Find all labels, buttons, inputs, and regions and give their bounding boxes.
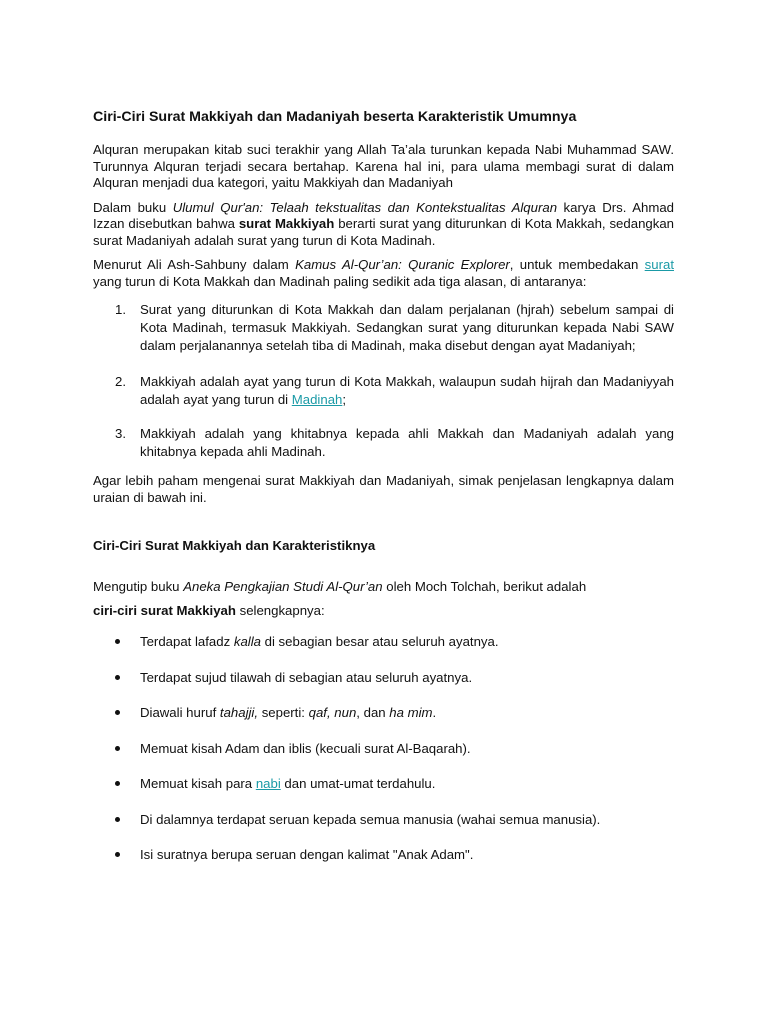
text-fragment: ;: [342, 391, 347, 407]
bullet-icon: [115, 639, 120, 644]
text-fragment: Mengutip buku: [93, 579, 184, 595]
list-item-text: Makkiyah adalah yang khitabnya kepada ahli Makkah dan Madaniyah adalah yang khitabnya kepada ahli Madinah.: [140, 426, 674, 460]
text-fragment: Isi suratnya berupa seruan dengan kalimat "Anak Adam".: [140, 847, 474, 863]
list-item-text: Makkiyah adalah ayat yang turun di Kota Makkah, walaupun sudah hijrah dan Madaniyyah adalah ayat yang turun di: [140, 373, 674, 407]
text-fragment: Diawali huruf: [140, 705, 220, 721]
text-fragment: selengkapnya:: [235, 603, 325, 619]
link-nabi[interactable]: nabi: [255, 776, 281, 792]
list-number: 2.: [115, 373, 126, 389]
list-item: [93, 704, 674, 722]
paragraph-characteristics-intro: [93, 602, 674, 620]
bold-term: surat Makkiyah: [238, 216, 335, 231]
book-title: Aneka Pengkajian Studi Al-Qur’an: [183, 579, 383, 595]
text-fragment: , untuk membedakan: [509, 257, 645, 272]
link-madinah[interactable]: Madinah: [291, 391, 343, 407]
bullet-icon: [115, 817, 120, 822]
bullet-icon: [115, 852, 120, 857]
bullet-icon: [115, 746, 120, 751]
text-fragment: seperti:: [258, 705, 309, 721]
text-fragment: Terdapat lafadz: [140, 634, 234, 650]
list-item: [93, 669, 674, 687]
list-number: 1.: [115, 302, 126, 317]
text-fragment: karya Drs. Ahmad Izzan disebutkan bahwa: [93, 199, 674, 231]
text-fragment: oleh Moch Tolchah, berikut adalah: [382, 579, 587, 595]
list-number: 3.: [115, 426, 126, 442]
text-fragment: berarti surat yang diturunkan di Kota Makkah, sedangkan surat Madaniyah adalah surat yang turun di Kota Madinah.: [93, 216, 674, 248]
bold-term: ciri-ciri surat Makkiyah: [93, 603, 236, 619]
bullet-icon: [115, 675, 120, 680]
text-fragment: Menurut Ali Ash-Sahbuny dalam: [93, 257, 296, 272]
text-fragment: Memuat kisah Adam dan iblis (kecuali surat Al-Baqarah).: [140, 740, 471, 756]
text-fragment: Dalam buku: [93, 199, 173, 215]
characteristics-list: [93, 633, 674, 864]
list-item: [93, 740, 674, 758]
bullet-icon: [115, 781, 120, 786]
book-title: Kamus Al-Qur’an: Quranic Explorer: [295, 257, 510, 272]
text-fragment: Di dalamnya terdapat seruan kepada semua manusia (wahai semua manusia).: [140, 811, 601, 827]
page-title: Ciri-Ciri Surat Makkiyah dan Madaniyah beserta Karakteristik Umumnya: [93, 109, 577, 125]
list-item: [93, 775, 674, 793]
text-fragment: yang turun di Kota Makkah dan Madinah paling sedikit ada tiga alasan, di antaranya:: [93, 273, 587, 289]
paragraph-book-reference: [93, 200, 674, 250]
text-fragment: dan umat-umat terdahulu.: [280, 776, 436, 792]
link-surat[interactable]: surat: [644, 257, 674, 272]
italic-term: tahajji,: [219, 705, 259, 721]
intro-paragraph: Alquran merupakan kitab suci terakhir yang Allah Ta’ala turunkan kepada Nabi Muhammad SAW. Turunnya Alquran terjadi secara bertahap. Karena hal ini, para ulama membagi surat di dalam Alquran menjadi dua kategori, yaitu Makkiyah dan Madaniyah: [93, 142, 674, 190]
list-item: [93, 846, 674, 864]
list-item-text: Surat yang diturunkan di Kota Makkah dan dalam perjalanan (hjrah) sebelum sampai di Kota Madinah, termasuk Makkiyah. Sedangkan surat yang diturunkan kepada Nabi SAW dalam perjalanannya setelah tiba di Madinah, maka disebut dengan ayat Madaniyah;: [140, 302, 674, 354]
italic-term: ha mim: [389, 705, 433, 721]
text-fragment: , dan: [356, 705, 390, 721]
text-fragment: Memuat kisah para: [140, 776, 256, 792]
text-fragment: Terdapat sujud tilawah di sebagian atau seluruh ayatnya.: [140, 669, 473, 685]
list-item: [93, 373, 674, 409]
list-item: [93, 425, 674, 461]
list-item: [93, 811, 674, 829]
reasons-list: [93, 301, 674, 461]
text-fragment: .: [432, 705, 437, 721]
book-title: Ulumul Qur'an: Telaah tekstualitas dan Kontekstualitas Alquran: [172, 199, 558, 215]
list-item: [93, 633, 674, 651]
italic-term: qaf, nun: [308, 705, 357, 721]
paragraph-quote-source: [93, 578, 674, 596]
paragraph-summary: Agar lebih paham mengenai surat Makkiyah dan Madaniyah, simak penjelasan lengkapnya dalam uraian di bawah ini.: [93, 473, 674, 505]
text-fragment: di sebagian besar atau seluruh ayatnya.: [260, 634, 499, 650]
italic-term: kalla: [233, 634, 261, 650]
section-heading: Ciri-Ciri Surat Makkiyah dan Karakteristiknya: [93, 538, 376, 554]
paragraph-reasons-intro: [93, 257, 674, 290]
list-item: [93, 301, 674, 356]
bullet-icon: [115, 710, 120, 715]
